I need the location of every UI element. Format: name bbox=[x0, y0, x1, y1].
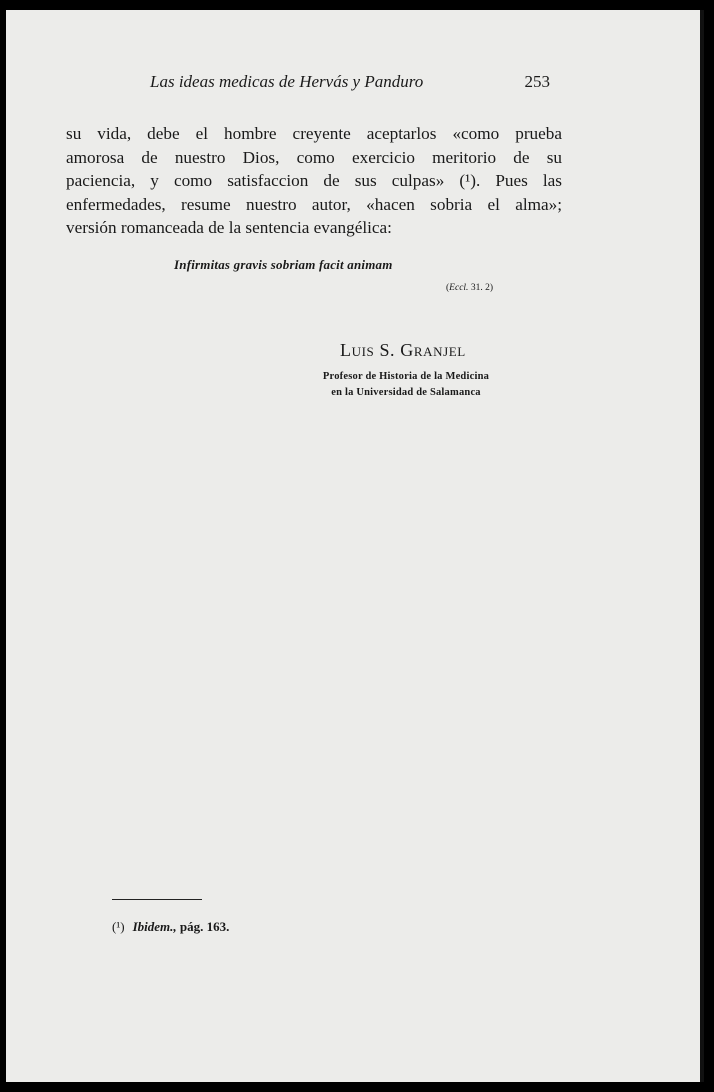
author-affiliation bbox=[311, 369, 501, 400]
footnote-marker: (¹) bbox=[112, 919, 125, 934]
author-title-line-1: Profesor de Historia de la Medicina bbox=[322, 371, 490, 382]
body-line-3: paciencia, y como satisfaccion de sus culpas» (¹). Pues las bbox=[66, 171, 562, 191]
footnote-ref-italic: Ibidem., bbox=[132, 919, 177, 934]
page-number: 253 bbox=[524, 72, 550, 91]
latin-quote: Infirmitas gravis sobriam facit animam bbox=[174, 257, 393, 272]
body-line-2: amorosa de nuestro Dios, como exercicio meritorio de su bbox=[66, 147, 562, 167]
footnote bbox=[112, 919, 229, 935]
footnote-ref-rest: pág. 163. bbox=[176, 919, 230, 934]
quote-ref-rest: 31. 2) bbox=[468, 283, 493, 293]
quote-ref-open: ( bbox=[446, 283, 450, 293]
quote-reference bbox=[446, 283, 493, 293]
body-line-1: su vida, debe el hombre creyente aceptarlos «como prueba bbox=[66, 124, 562, 143]
author-title-line-2: en la Universidad de Salamanca bbox=[331, 386, 481, 398]
body-line-4: enfermedades, resume nuestro autor, «hacen sobria el alma»; bbox=[66, 194, 562, 214]
quote-ref-book: Eccl. bbox=[449, 283, 469, 293]
body-line-5: versión romanceada de la sentencia evangélica: bbox=[66, 218, 392, 238]
running-title: Las ideas medicas de Hervás y Panduro bbox=[150, 72, 424, 91]
footnote-divider bbox=[112, 899, 202, 900]
body-paragraph bbox=[66, 122, 562, 240]
author-name: Luis S. Granjel bbox=[340, 340, 466, 360]
document-page bbox=[6, 10, 704, 1082]
running-head bbox=[150, 72, 550, 96]
